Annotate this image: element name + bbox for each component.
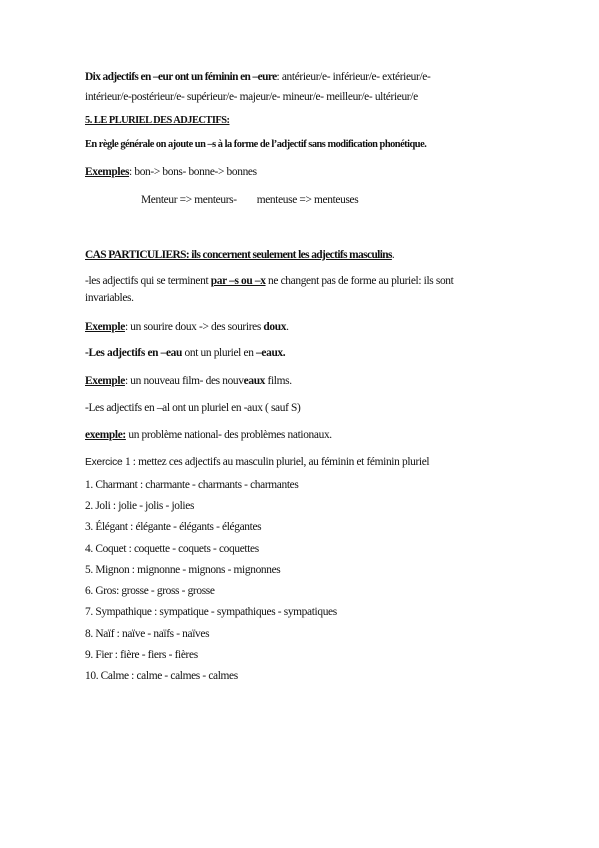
list-item: 2. Joli : jolie - jolis - jolies (85, 500, 195, 512)
example-al-label: exemple: (85, 429, 126, 441)
cas-particuliers-heading (85, 248, 394, 262)
example-al-text: un problème national- des problèmes nationaux. (125, 429, 332, 441)
exercice-instruction: 1 : mettez ces adjectifs au masculin pluriel, au féminin et féminin pluriel (122, 456, 430, 468)
exemples-line (85, 165, 257, 179)
exercice-label: Exercice (85, 457, 123, 468)
example-eau-line (85, 374, 292, 388)
cas-particuliers-title: CAS PARTICULIERS: ils concernent seulement les adjectifs masculins (85, 249, 392, 261)
intro-line-2: intérieur/e-postérieur/e- supérieur/e- majeur/e- mineur/e- meilleur/e- ultérieur/e (85, 91, 418, 103)
example-eau-text: : un nouveau film- des nouv (124, 375, 244, 387)
list-item: 5. Mignon : mignonne - mignons - mignonnes (85, 564, 281, 576)
list-item: 10. Calme : calme - calmes - calmes (85, 670, 238, 682)
rule-eau-text: ont un pluriel en (182, 347, 257, 359)
rule-s-x-bold: par –s ou –x (210, 275, 266, 287)
example-doux-text: : un sourire doux -> des sourires (124, 321, 264, 333)
example-al-line (85, 428, 332, 442)
example-menteur-b: menteuse => menteuses (256, 194, 359, 206)
intro-line-1 (85, 70, 430, 84)
section-title-pluriel: 5. LE PLURIEL DES ADJECTIFS: (85, 115, 230, 126)
rule-s-x-line-1 (85, 274, 453, 288)
example-menteur (141, 193, 358, 207)
rule-s-x-before: -les adjectifs qui se terminent (85, 275, 211, 287)
list-item: 3. Élégant : élégante - élégants - élégantes (85, 521, 262, 533)
rule-eau-bold-1: -Les adjectifs en –eau (85, 347, 183, 359)
list-item: 9. Fier : fière - fiers - fières (85, 649, 198, 661)
exercice-heading (85, 455, 429, 470)
rule-s-x-after: ne changent pas de forme au pluriel: ils sont (265, 275, 454, 287)
rule-text: En règle générale on ajoute un –s à la forme de l’adjectif sans modification phonétique. (85, 139, 427, 150)
list-item: 8. Naïf : naïve - naïfs - naïves (85, 628, 210, 640)
intro-bold-text: Dix adjectifs en –eur ont un féminin en –eure (85, 71, 277, 83)
exemples-label: Exemples (85, 166, 130, 178)
intro-rest-text: : antérieur/e- inférieur/e- extérieur/e- (276, 71, 431, 83)
example-eau-label: Exemple (85, 375, 125, 387)
rule-eau-line (85, 346, 285, 360)
example-doux-bold: doux (263, 321, 287, 333)
exemples-text: : bon-> bons- bonne-> bonnes (129, 166, 257, 178)
rule-al-line: -Les adjectifs en –al ont un pluriel en -aux ( sauf S) (85, 402, 301, 414)
list-item: 4. Coquet : coquette - coquets - coquettes (85, 543, 259, 555)
rule-eau-bold-2: –eaux. (256, 347, 286, 359)
rule-s-x-line-2: invariables. (85, 292, 134, 304)
example-menteur-a: Menteur => menteurs- (141, 194, 237, 206)
example-eau-end: films. (265, 375, 292, 387)
cas-particuliers-title-end: . (391, 249, 395, 261)
example-doux-line (85, 320, 289, 334)
example-doux-label: Exemple (85, 321, 125, 333)
list-item: 7. Sympathique : sympatique - sympathiques - sympatiques (85, 606, 337, 618)
example-doux-end: . (286, 321, 289, 333)
list-item: 6. Gros: grosse - gross - grosse (85, 585, 215, 597)
example-eau-bold: eaux (243, 375, 266, 387)
list-item: 1. Charmant : charmante - charmants - charmantes (85, 479, 299, 491)
